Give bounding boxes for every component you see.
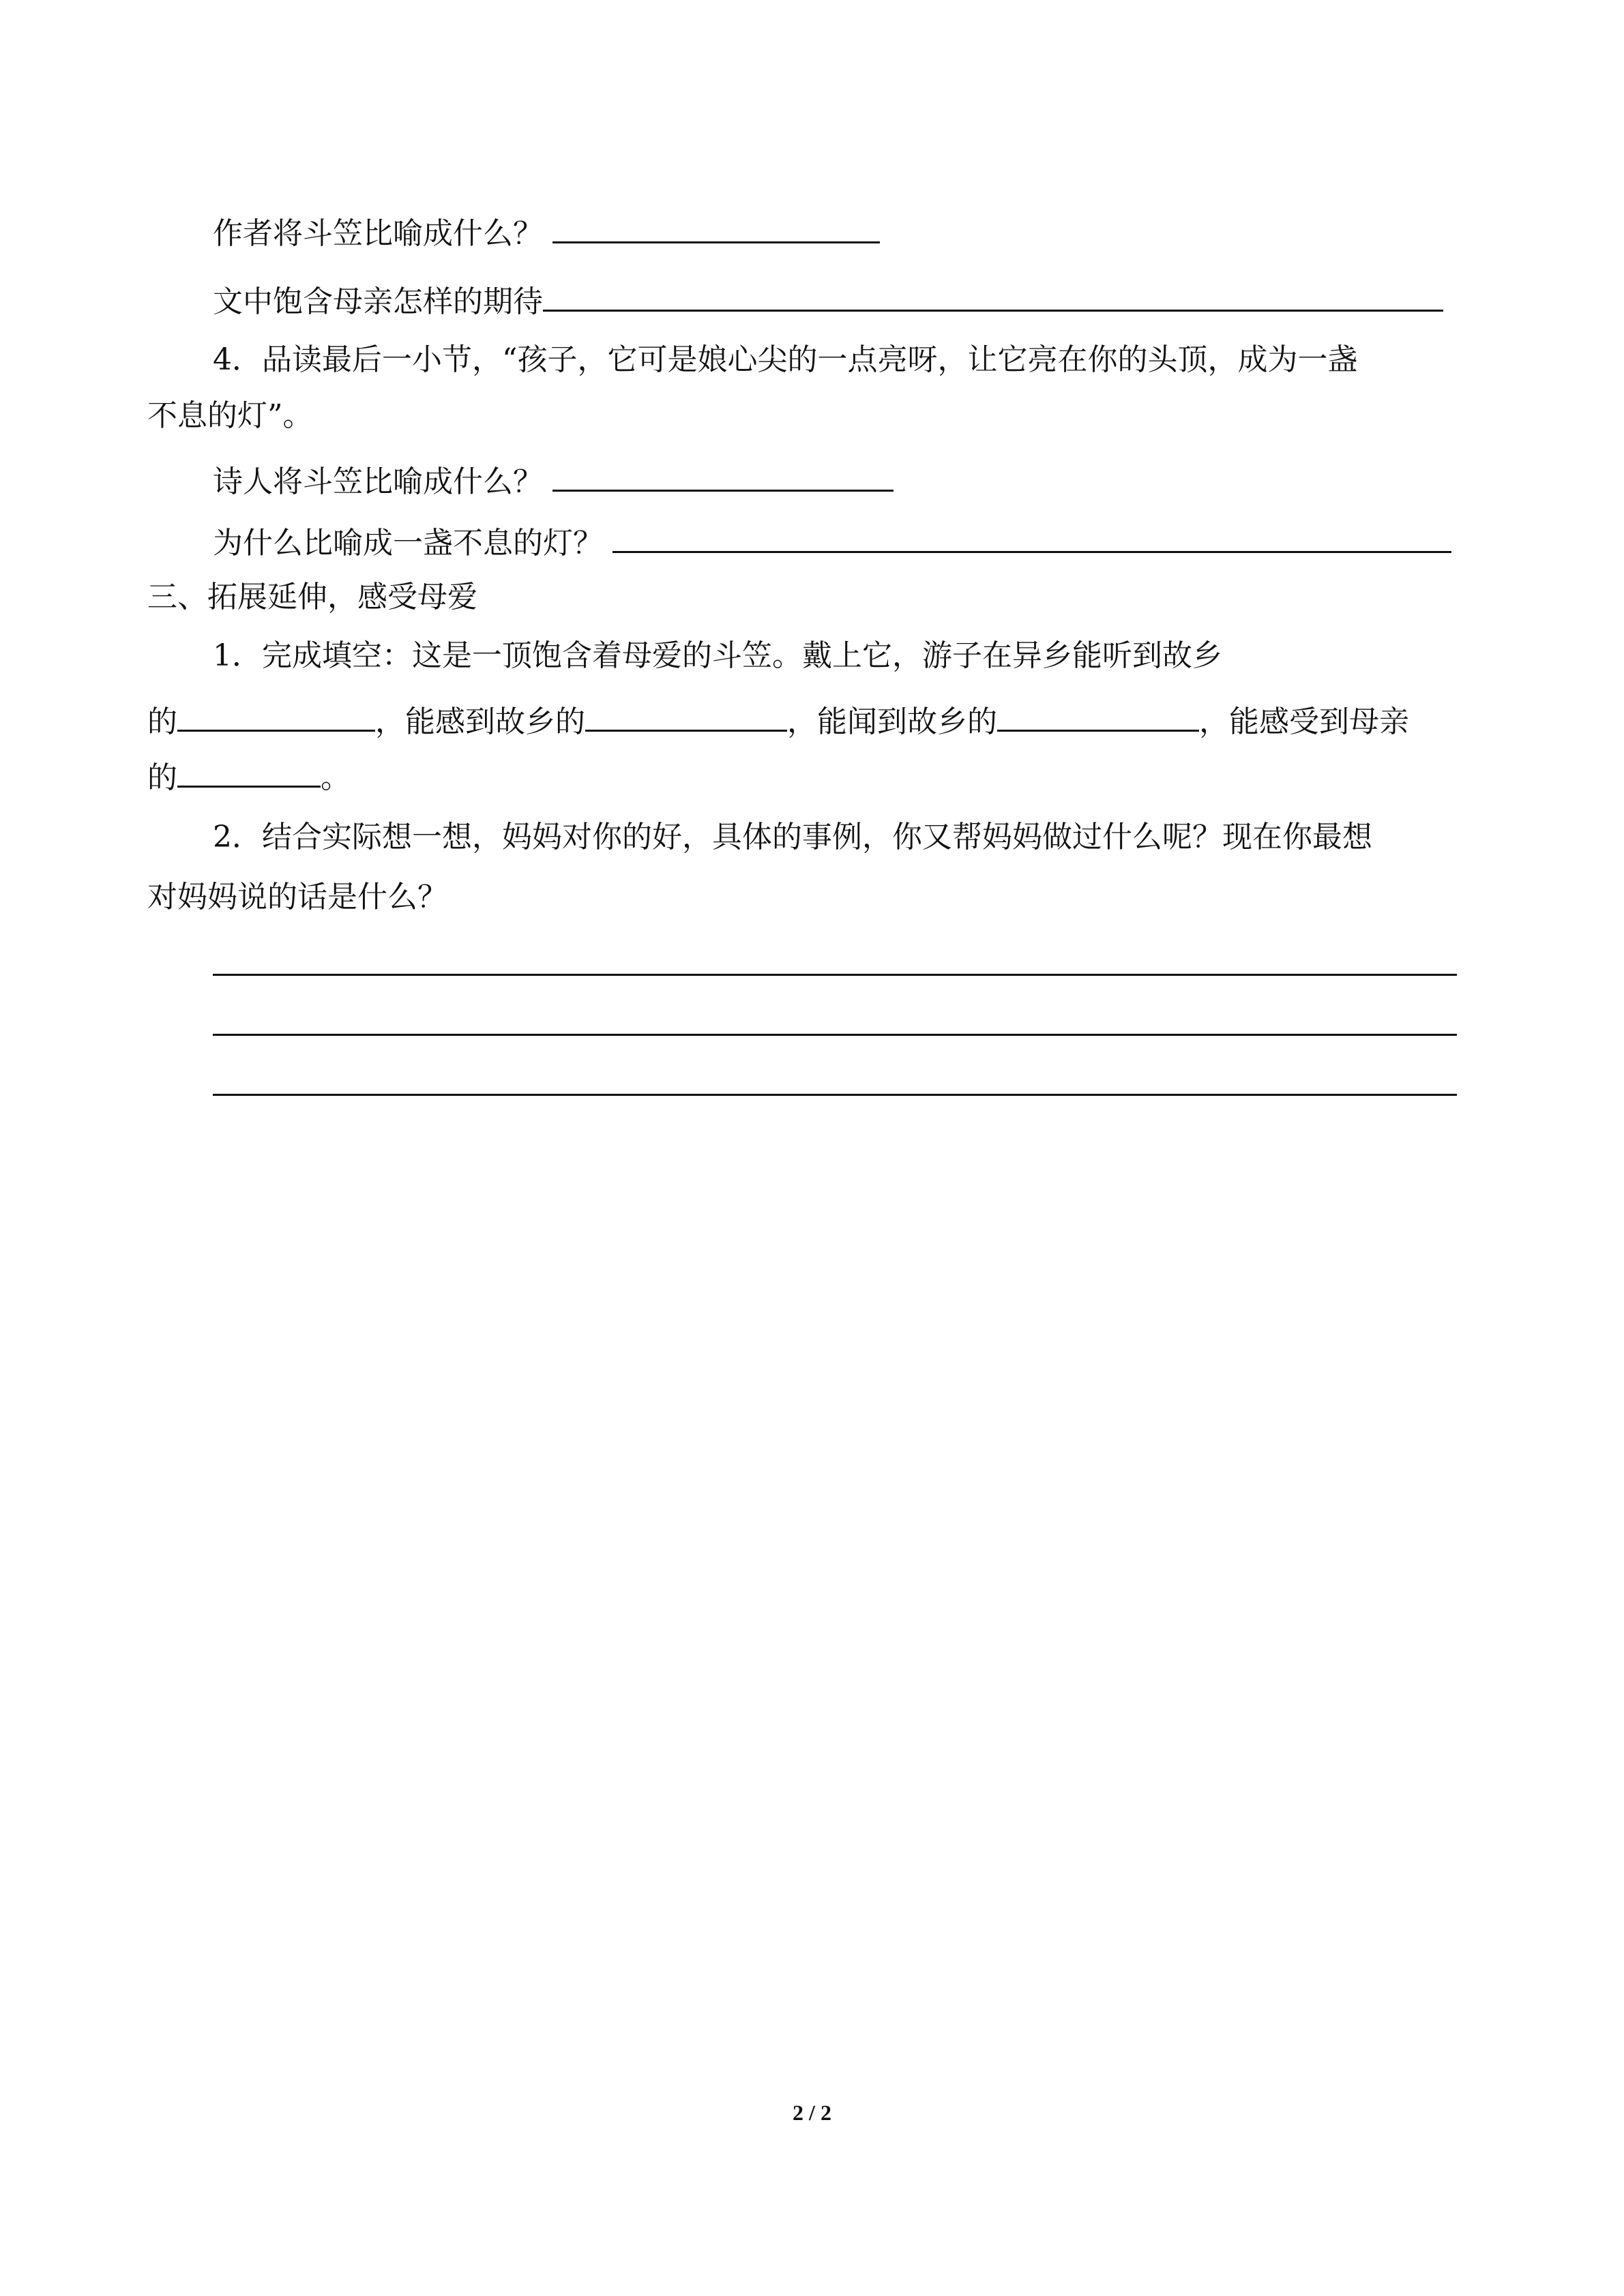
question-mother-hope (213, 278, 1443, 323)
answer-line[interactable] (213, 1094, 1457, 1096)
fill-text: ，能感到故乡的 (375, 704, 585, 739)
fill-text: ，能闻到故乡的 (787, 704, 997, 739)
section-3-q1-line1: 1．完成填空：这是一顶饱含着母爱的斗笠。戴上它，游子在异乡能听到故乡 (213, 638, 1222, 673)
question-text: 作者将斗笠比喻成什么？ (213, 216, 543, 251)
section-3-q1-line2 (147, 698, 1409, 743)
answer-line[interactable] (213, 974, 1457, 976)
question-4-metaphor (213, 458, 894, 503)
answer-blank[interactable] (552, 458, 894, 492)
fill-blank-sound[interactable] (177, 698, 375, 732)
page-number: 2 / 2 (793, 2100, 831, 2125)
answer-line[interactable] (213, 1034, 1457, 1036)
fill-blank-mother[interactable] (177, 754, 321, 788)
question-text: 诗人将斗笠比喻成什么？ (213, 464, 543, 499)
answer-blank[interactable] (612, 520, 1451, 553)
question-4-why (213, 520, 1451, 564)
answer-blank[interactable] (543, 278, 1443, 312)
question-text: 为什么比喻成一盏不息的灯？ (213, 526, 603, 561)
fill-text: 。 (321, 760, 351, 795)
answer-blank[interactable] (552, 210, 880, 243)
question-4-line2: 不息的灯”。 (147, 398, 313, 433)
section-3-q1-line3 (147, 754, 351, 799)
question-text: 文中饱含母亲怎样的期待 (213, 284, 543, 319)
fill-text: ，能感受到母亲 (1199, 704, 1409, 739)
fill-text: 的 (147, 760, 177, 795)
fill-text: 的 (147, 704, 177, 739)
fill-blank-feel[interactable] (585, 698, 787, 732)
question-4-line1: 4．品读最后一小节，“孩子，它可是娘心尖的一点亮呀，让它亮在你的头顶，成为一盏 (213, 342, 1358, 377)
section-3-title: 三、拓展延伸，感受母爱 (147, 580, 477, 614)
fill-blank-smell[interactable] (997, 698, 1199, 732)
section-3-q2-line1: 2．结合实际想一想，妈妈对你的好，具体的事例，你又帮妈妈做过什么呢？现在你最想 (213, 820, 1372, 854)
section-3-q2-line2: 对妈妈说的话是什么？ (147, 880, 447, 914)
question-douli-metaphor (213, 210, 880, 254)
